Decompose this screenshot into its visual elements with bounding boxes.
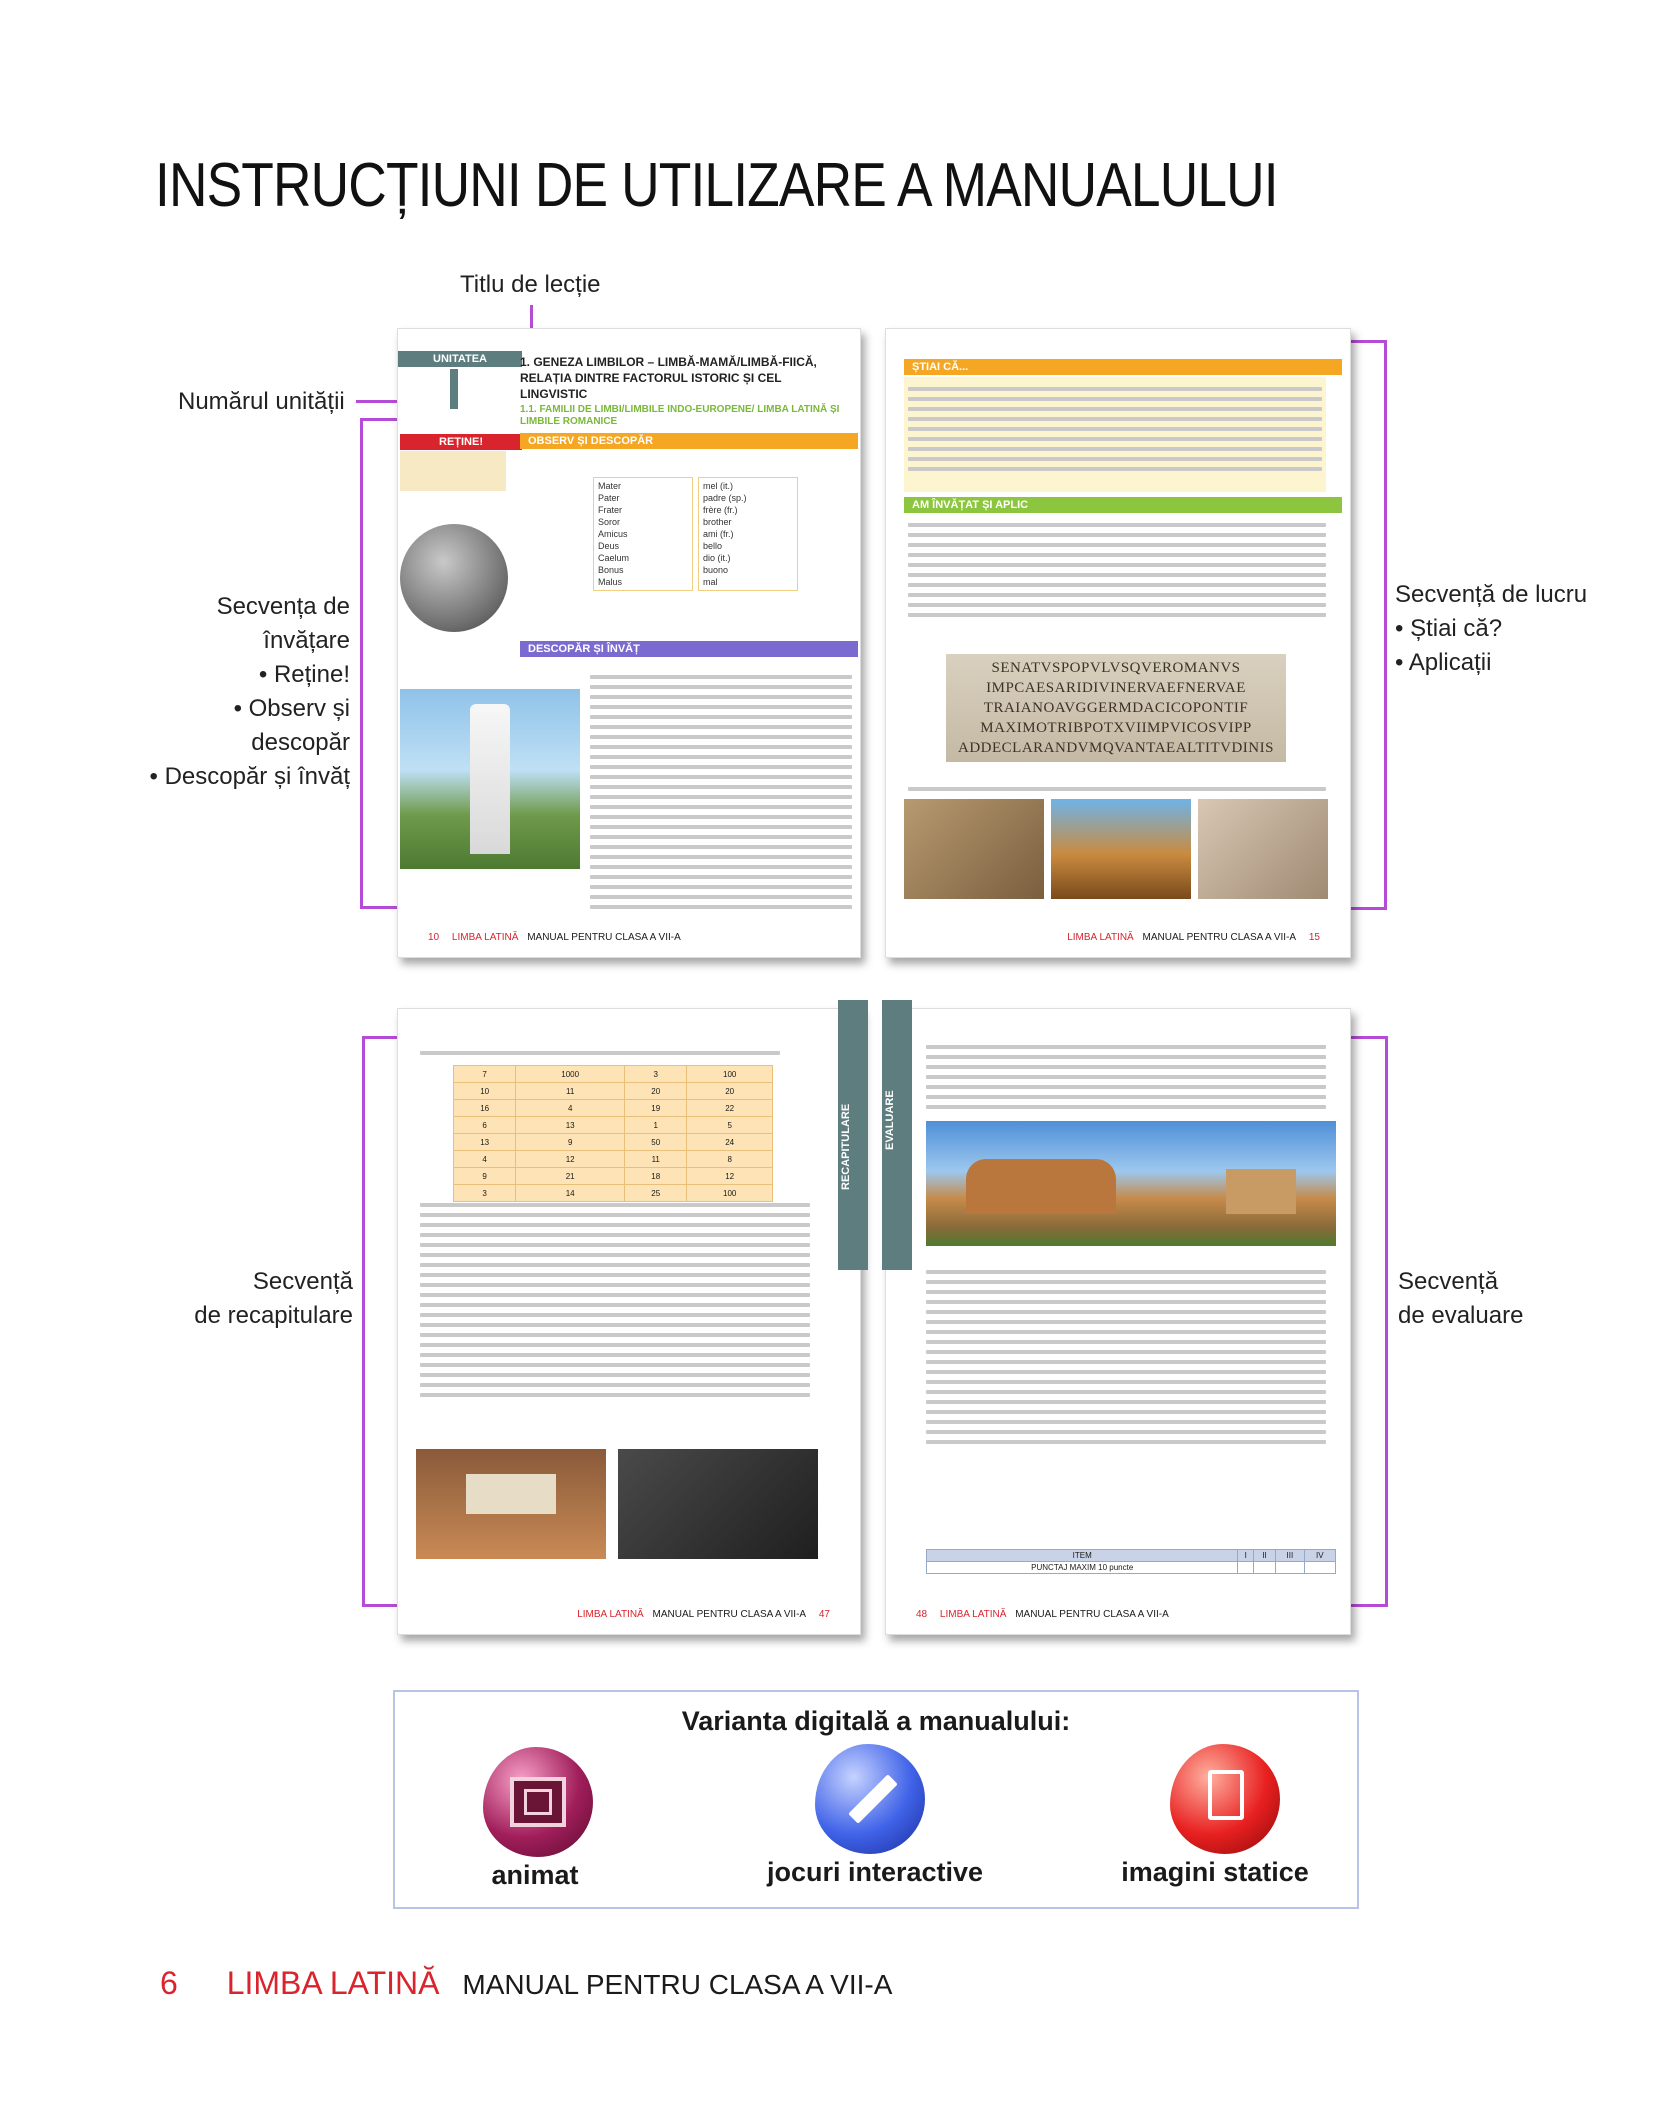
footer-manual: MANUAL PENTRU CLASA A VII-A	[652, 1609, 807, 1620]
monument-shape	[470, 704, 510, 854]
latin-word: Pater	[598, 493, 620, 503]
learning-sequence-title: Secvența de învățare	[216, 593, 350, 654]
thumbnail-page-15	[885, 328, 1351, 958]
inscription-line: IMPCAESARIDIVINERVAEFNERVAE	[986, 680, 1246, 696]
table-cell: 5	[687, 1117, 773, 1134]
work-item: • Știai că?	[1395, 615, 1503, 642]
notepad-icon[interactable]	[1170, 1744, 1280, 1854]
footer-subject: LIMBA LATINĂ	[939, 1609, 1007, 1620]
pencil-shape	[848, 1774, 897, 1823]
table-cell: 1000	[516, 1066, 625, 1083]
page-footer	[577, 1609, 830, 1620]
latin-word: Caelum	[598, 553, 630, 563]
table-cell: 100	[687, 1066, 773, 1083]
digital-label-animat: animat	[491, 1860, 579, 1890]
score-row-label: PUNCTAJ MAXIM 10 puncte	[927, 1562, 1238, 1574]
latin-word: Bonus	[598, 565, 624, 575]
exercise-line	[420, 1045, 780, 1061]
other-word: mal	[703, 577, 718, 587]
photo-arch	[416, 1449, 606, 1559]
thumbnail-page-48	[885, 1008, 1351, 1635]
bracket-left-2	[362, 1036, 365, 1606]
score-header: IV	[1304, 1550, 1335, 1562]
thumbnail-page-47	[397, 1008, 861, 1635]
page-footer	[428, 932, 681, 943]
inscription-image	[946, 654, 1286, 762]
inscription-line: ADDECLARANDVMQVANTAEALTITVDINIS	[958, 740, 1274, 756]
colosseum-photo	[926, 1121, 1336, 1246]
table-cell: 11	[516, 1083, 625, 1100]
latin-word: Frater	[598, 505, 623, 515]
latin-word: Mater	[598, 481, 622, 491]
arch-shape	[1226, 1169, 1296, 1214]
table-cell: 22	[687, 1100, 773, 1117]
footer-manual: MANUAL PENTRU CLASA A VII-A	[527, 932, 681, 943]
digital-label-imagini: imagini statice	[1121, 1857, 1309, 1887]
footer-subject: LIMBA LATINĂ	[1067, 932, 1134, 943]
table-row	[454, 1066, 773, 1083]
film-frame	[510, 1777, 566, 1827]
table-cell: 100	[687, 1185, 773, 1202]
footer-manual: MANUAL PENTRU CLASA A VII-A	[1142, 932, 1297, 943]
table-cell: 7	[454, 1066, 516, 1083]
coin-image	[400, 524, 508, 632]
recap-tab	[838, 1000, 868, 1270]
lesson-subheading: 1.1. FAMILII DE LIMBI/LIMBILE INDO-EUROPENE/ LIMBA LATINĂ ȘI LIMBILE ROMANICE	[520, 404, 840, 427]
callout-unit-number: Numărul unității	[178, 388, 345, 415]
table-row	[454, 1168, 773, 1185]
table-cell: 12	[687, 1168, 773, 1185]
table-cell: 13	[454, 1134, 516, 1151]
recap-tab-label: RECAPITULARE	[840, 1103, 852, 1190]
latin-word: Amicus	[598, 529, 628, 539]
stiai-band: ȘTIAI CĂ...	[904, 359, 1342, 375]
eval-line2: de evaluare	[1398, 1302, 1524, 1329]
colosseum-shape	[966, 1159, 1116, 1214]
work-sequence-title: Secvență de lucru	[1395, 581, 1588, 608]
other-word: buono	[703, 565, 729, 575]
bracket-right-2	[1385, 1036, 1388, 1606]
learning-item: • Descopăr și învăț	[149, 763, 350, 790]
eval-tab-label: EVALUARE	[884, 1090, 896, 1150]
other-word: brother	[703, 517, 732, 527]
table-row	[454, 1151, 773, 1168]
footer-manual: MANUAL PENTRU CLASA A VII-A	[1015, 1609, 1169, 1620]
bracket-right-1	[1384, 340, 1387, 910]
footer-subject: LIMBA LATINĂ	[451, 932, 519, 943]
table-cell: 19	[625, 1100, 687, 1117]
bracket-left-1	[360, 418, 363, 908]
score-header: III	[1276, 1550, 1305, 1562]
table-row	[454, 1134, 773, 1151]
score-header: ITEM	[927, 1550, 1238, 1562]
eval-tab	[882, 1000, 912, 1270]
table-cell: 24	[687, 1134, 773, 1151]
page-footer	[1067, 932, 1320, 943]
page-number: 48	[916, 1609, 928, 1620]
table-cell: 20	[625, 1083, 687, 1100]
table-cell: 20	[687, 1083, 773, 1100]
table-cell: 11	[625, 1151, 687, 1168]
monument-image	[400, 689, 580, 869]
table-cell: 12	[516, 1151, 625, 1168]
inscription-line: SENATVSPOPVLVSQVEROMANVS	[991, 660, 1241, 676]
recap-line2: de recapitulare	[194, 1302, 353, 1329]
film-cell	[524, 1789, 552, 1815]
table-cell: 10	[454, 1083, 516, 1100]
text-block	[590, 669, 852, 915]
retine-box	[400, 451, 506, 491]
learning-item: • Reține!	[258, 661, 350, 688]
score-header: I	[1238, 1550, 1254, 1562]
footer	[160, 1965, 892, 2002]
retine-label: REȚINE!	[400, 434, 522, 450]
stiai-box	[904, 377, 1326, 492]
latin-word: Soror	[598, 517, 621, 527]
score-table	[926, 1549, 1336, 1574]
table-cell: 4	[454, 1151, 516, 1168]
other-word: dio (it.)	[703, 553, 731, 563]
table-cell: 3	[625, 1066, 687, 1083]
table-cell: 13	[516, 1117, 625, 1134]
photo-stone	[904, 799, 1044, 899]
learning-item: • Observ și descopăr	[233, 695, 350, 756]
other-word: padre (sp.)	[703, 493, 747, 503]
aplic-band: AM ÎNVĂȚAT ȘI APLIC	[904, 497, 1342, 513]
page-number: 15	[1308, 932, 1320, 943]
table-cell: 9	[454, 1168, 516, 1185]
table-cell: 9	[516, 1134, 625, 1151]
table-cell: 4	[516, 1100, 625, 1117]
pencil-icon[interactable]	[815, 1744, 925, 1854]
other-word: bello	[703, 541, 723, 551]
thumbnail-page-10	[397, 328, 861, 958]
exercise-lines	[926, 1039, 1326, 1115]
latin-word: Malus	[598, 577, 623, 587]
table-cell: 3	[454, 1185, 516, 1202]
inscription-line: TRAIANOAVGGERMDACICOPONTIF	[983, 700, 1249, 716]
recap-line1: Secvență	[252, 1268, 353, 1295]
footer-subject: LIMBA LATINĂ	[577, 1609, 644, 1620]
arch-plaque	[466, 1474, 556, 1514]
table-cell: 50	[625, 1134, 687, 1151]
photo-plaque	[1198, 799, 1328, 899]
table-cell: 8	[687, 1151, 773, 1168]
descopar-band: DESCOPĂR ȘI ÎNVĂȚ	[520, 641, 858, 657]
other-word-list	[698, 477, 798, 591]
observ-band: OBSERV ȘI DESCOPĂR	[520, 433, 858, 449]
table-cell: 21	[516, 1168, 625, 1185]
notepad-shape	[1208, 1770, 1244, 1820]
callout-lesson-title: Titlu de lecție	[460, 271, 601, 298]
latin-word: Deus	[598, 541, 620, 551]
table-cell: 14	[516, 1185, 625, 1202]
page-footer	[916, 1609, 1169, 1620]
callout-eval-sequence	[1398, 1265, 1523, 1333]
digital-variant-box	[393, 1690, 1359, 1909]
eval-line1: Secvență	[1398, 1268, 1499, 1295]
exercise-lines	[420, 1197, 810, 1403]
unit-label: UNITATEA	[398, 351, 522, 367]
work-item: • Aplicații	[1395, 649, 1492, 676]
table-cell: 6	[454, 1117, 516, 1134]
photo-pantheon	[1051, 799, 1191, 899]
digital-label-jocuri: jocuri interactive	[766, 1857, 984, 1887]
callout-recap-sequence	[170, 1265, 353, 1333]
digital-title: Varianta digitală a manualului:	[681, 1706, 1071, 1736]
latin-word-list	[593, 477, 693, 591]
footer-subject: LIMBA LATINĂ	[226, 1965, 440, 2001]
table-cell: 1	[625, 1117, 687, 1134]
table-cell: 25	[625, 1185, 687, 1202]
page-title: INSTRUCȚIUNI DE UTILIZARE A MANUALULUI	[155, 151, 1278, 220]
number-table	[453, 1065, 773, 1202]
callout-learning-sequence	[135, 590, 350, 794]
page-number: 10	[428, 932, 440, 943]
table-row	[454, 1100, 773, 1117]
film-icon[interactable]	[483, 1747, 593, 1857]
other-word: frère (fr.)	[703, 505, 738, 515]
exercise-lines	[908, 517, 1326, 623]
callout-work-sequence	[1395, 578, 1587, 680]
footer-page-number: 6	[160, 1965, 178, 2001]
unit-stem	[450, 369, 458, 409]
page-number: 47	[818, 1609, 830, 1620]
other-word: mel (it.)	[703, 481, 733, 491]
score-header: II	[1253, 1550, 1275, 1562]
table-cell: 18	[625, 1168, 687, 1185]
table-row	[454, 1117, 773, 1134]
exercise-line	[908, 781, 1326, 797]
lesson-heading: 1. GENEZA LIMBILOR – LIMBĂ-MAMĂ/LIMBĂ-FIICĂ, RELAȚIA DINTRE FACTORUL ISTORIC ȘI CEL LINGVISTIC	[520, 355, 817, 401]
inscription-line: MAXIMOTRIBPOTXVIIMPVICOSVIPP	[980, 720, 1252, 736]
table-row	[454, 1083, 773, 1100]
footer-manual: MANUAL PENTRU CLASA A VII-A	[462, 1969, 893, 2000]
other-word: ami (fr.)	[703, 529, 734, 539]
table-cell: 16	[454, 1100, 516, 1117]
exercise-lines	[926, 1264, 1326, 1450]
photo-inscription-stone	[618, 1449, 818, 1559]
